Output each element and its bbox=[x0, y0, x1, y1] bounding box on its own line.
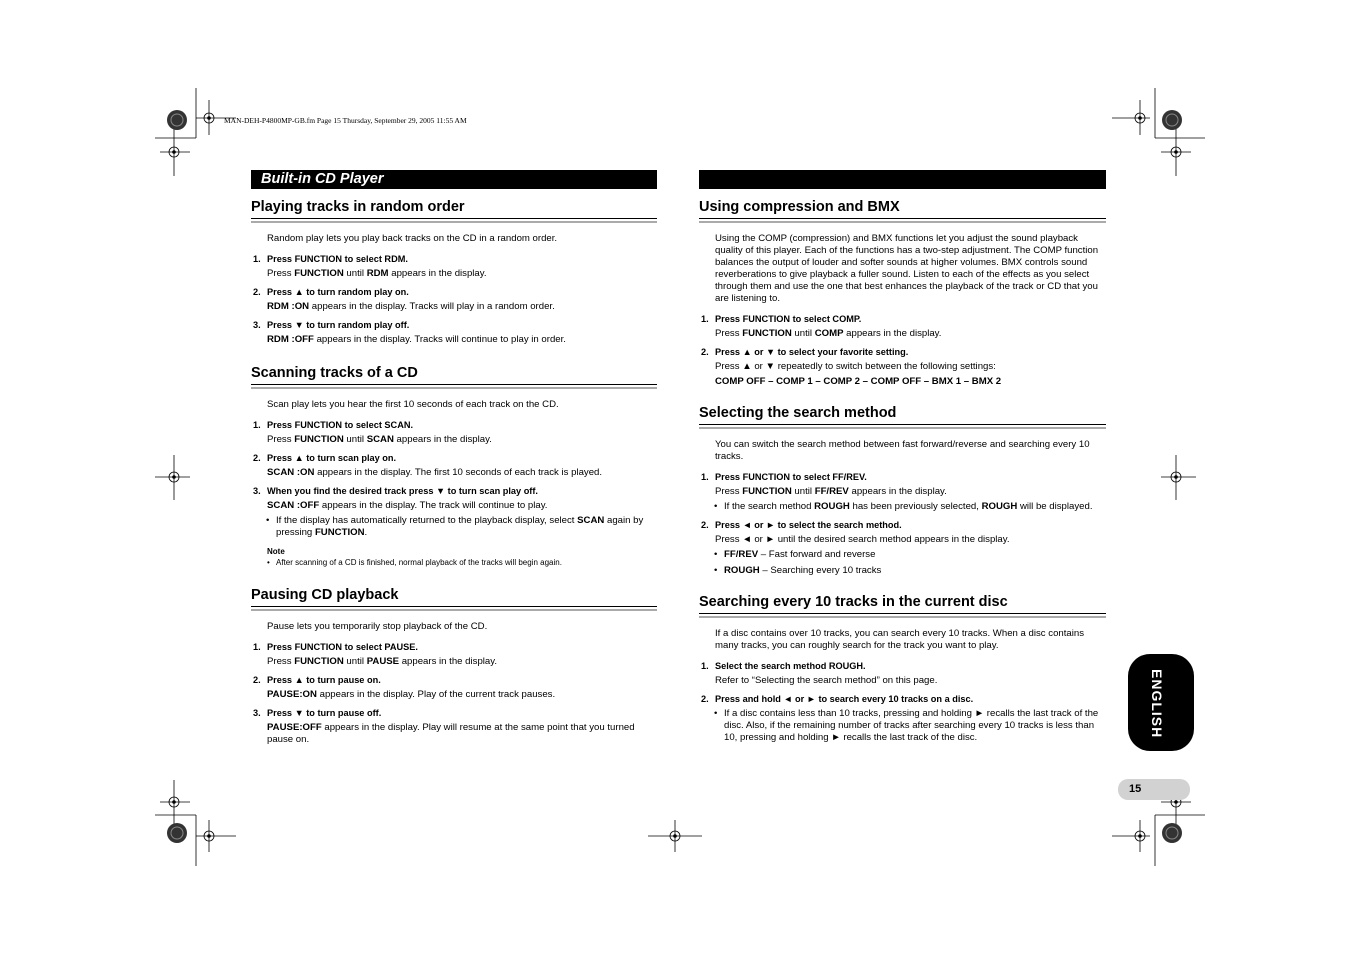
step: 2. Press ▲ to turn random play on. RDM :ON appears in the display. Tracks will play in a random order. bbox=[253, 287, 555, 312]
section-search-method bbox=[699, 404, 1106, 577]
section-title: Pausing CD playback bbox=[251, 586, 657, 607]
step: 2. Press ▲ or ▼ to select your favorite setting. Press ▲ or ▼ repeatedly to switch between the following settings: COMP OFF – COMP 1 – COMP 2 – COMP OFF – BMX 1 – BMX 2 bbox=[715, 346, 1106, 388]
language-tab bbox=[1128, 654, 1194, 751]
intro-text: Random play lets you play back tracks on the CD in a random order. bbox=[267, 233, 558, 244]
settings-sequence: COMP OFF – COMP 1 – COMP 2 – COMP OFF – BMX 1 – BMX 2 bbox=[715, 376, 1002, 387]
file-header: MAN-DEH-P4800MP-GB.fm Page 15 Thursday, September 29, 2005 11:55 AM bbox=[224, 116, 467, 125]
step: 1. Press FUNCTION to select COMP. Press FUNCTION until COMP appears in the display. bbox=[701, 314, 942, 339]
note-heading: Note bbox=[267, 547, 285, 556]
bullet-item: • If a disc contains less than 10 tracks, pressing and holding ► recalls the last track of the disc. Also, if the remaining number of tracks after searching every 10 tracks is less than 10, pressing and holding ► recalls the last track of the disc. bbox=[724, 708, 1106, 744]
chapter-bar-right bbox=[699, 170, 1106, 189]
section-title: Searching every 10 tracks in the current disc bbox=[699, 593, 1106, 614]
step: 2. Press ▲ to turn scan play on. SCAN :ON appears in the display. The first 10 seconds of each track is played. bbox=[253, 453, 603, 478]
page-number: 15 bbox=[1129, 783, 1142, 795]
bullet-item: • ROUGH – Searching every 10 tracks bbox=[724, 565, 1106, 577]
step: 3. Press ▼ to turn random play off. RDM :OFF appears in the display. Tracks will continue to play in order. bbox=[253, 320, 566, 345]
bullet-item: • FF/REV – Fast forward and reverse bbox=[724, 549, 1106, 561]
step: 3. When you find the desired track press ▼ to turn scan play off. SCAN :OFF appears in the display. The track will continue to play. bbox=[253, 486, 548, 511]
step: 2. Press ▲ to turn pause on. PAUSE:ON appears in the display. Play of the current track pauses. bbox=[253, 675, 556, 700]
section-title: Selecting the search method bbox=[699, 404, 1106, 425]
section-title: Using compression and BMX bbox=[699, 198, 1106, 219]
intro-text: If a disc contains over 10 tracks, you can search every 10 tracks. When a disc contains many tracks, you can roughly search for the track you want to play. bbox=[715, 628, 1084, 651]
page-number-badge bbox=[1118, 779, 1190, 800]
step: 1. Press FUNCTION to select PAUSE. Press FUNCTION until PAUSE appears in the display. bbox=[253, 642, 497, 667]
intro-text: Pause lets you temporarily stop playback of the CD. bbox=[267, 621, 488, 632]
intro-text: Using the COMP (compression) and BMX functions let you adjust the sound playback quality of this player. Each of the functions has a two-step adjustment. The COMP function balances the output of louder and softer sounds at higher volumes. BMX controls sound reverberations to give playback a fuller sound. Listen to each of the effects as you select through them and use the one that best enhances the playback of the track or CD that you are listening to. bbox=[715, 233, 1099, 304]
section-scan bbox=[251, 364, 657, 568]
right-column bbox=[699, 198, 1106, 758]
step: 1. Select the search method ROUGH. Refer to “Selecting the search method” on this page. bbox=[701, 661, 938, 686]
step: 2. Press ◄ or ► to select the search method. Press ◄ or ► until the desired search method appears in the display. bbox=[701, 520, 1010, 545]
section-compression bbox=[699, 198, 1106, 388]
section-pause bbox=[251, 586, 657, 746]
chapter-title: Built-in CD Player bbox=[261, 171, 384, 187]
intro-text: You can switch the search method between fast forward/reverse and searching every 10 tracks. bbox=[715, 439, 1090, 462]
chapter-bar-left bbox=[251, 170, 657, 189]
section-random bbox=[251, 198, 657, 346]
language-label: ENGLISH bbox=[1149, 669, 1165, 739]
section-title: Scanning tracks of a CD bbox=[251, 364, 657, 385]
section-every-10 bbox=[699, 593, 1106, 744]
intro-text: Scan play lets you hear the first 10 seconds of each track on the CD. bbox=[267, 399, 559, 410]
step: 3. Press ▼ to turn pause off. PAUSE:OFF appears in the display. Play will resume at the same point that you turned pause on. bbox=[253, 708, 635, 745]
bullet-item: • If the search method ROUGH has been previously selected, ROUGH will be displayed. bbox=[724, 501, 1106, 513]
bullet-item: • If the display has automatically returned to the playback display, select SCAN again by pressing FUNCTION. bbox=[276, 515, 657, 539]
left-column bbox=[251, 198, 657, 760]
step: 1. Press FUNCTION to select SCAN. Press FUNCTION until SCAN appears in the display. bbox=[253, 420, 492, 445]
section-title: Playing tracks in random order bbox=[251, 198, 657, 219]
step: 1. Press FUNCTION to select RDM. Press FUNCTION until RDM appears in the display. bbox=[253, 254, 487, 279]
note-text: • After scanning of a CD is finished, normal playback of the tracks will begin again. bbox=[276, 558, 657, 568]
step: 2. Press and hold ◄ or ► to search every 10 tracks on a disc. bbox=[701, 694, 974, 704]
step: 1. Press FUNCTION to select FF/REV. Press FUNCTION until FF/REV appears in the display. bbox=[701, 472, 947, 497]
